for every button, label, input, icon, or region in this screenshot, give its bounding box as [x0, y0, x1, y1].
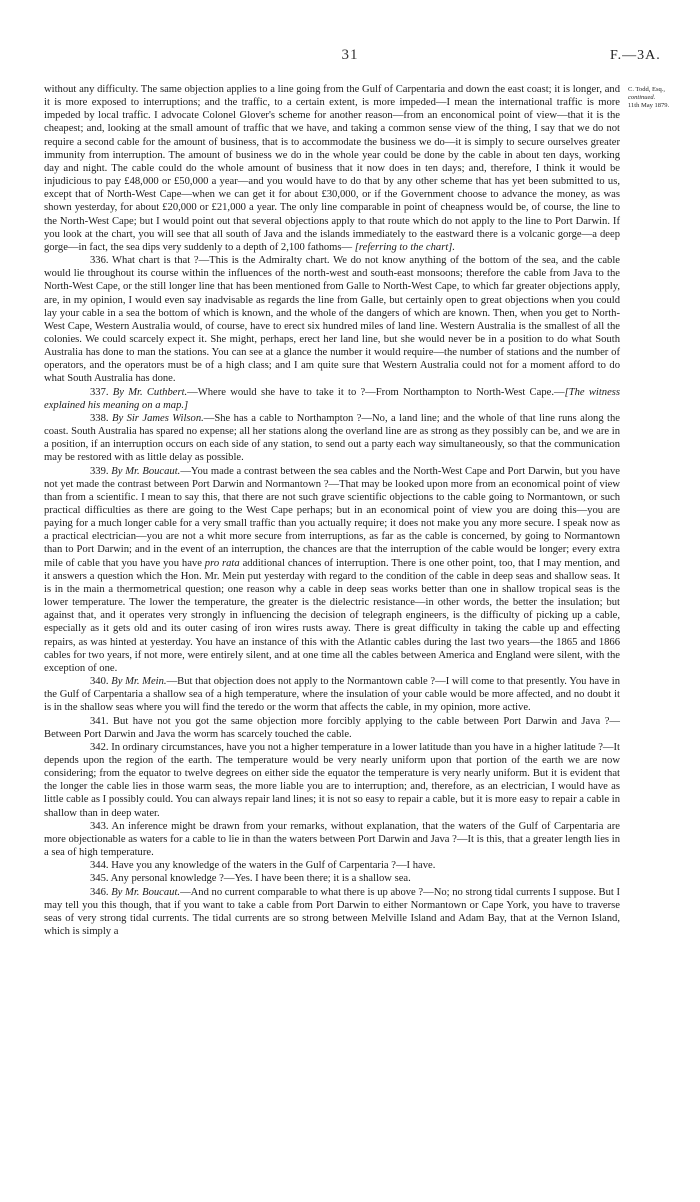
paragraph: 337. By Mr. Cuthbert.—Where would she have to take it to ?—From Northampton to North-West Cape.—[The witness explained his meaning on a map.] [44, 386, 621, 411]
speaker: By Mr. Boucaut. [111, 886, 181, 898]
speaker: By Mr. Mein. [111, 676, 167, 688]
speaker: By Mr. Boucaut. [111, 465, 181, 477]
paragraph: without any difficulty. The same objection applies to a line going from the Gulf of Carpentaria and down the east coast; it is longer, and it is more exposed to interruptions; and the traffic, to a certain extent, is more impeded—I mean the international traffic is more impeded by local traffic. I advocate Colonel Glover's scheme for another reason—from an enconomical point of view—that it is the cheapest; and, looking at the small amount of traffic that we have, and taking a common sense view of the thing, I say that we do not require a second cable for the amount of business, that is to accommodate the business we do—it is simply to secure ourselves greater immunity from interruption. The amount of business we do in the whole year could be done by the cable in about ten days, working day and night. The cable could do the whole amount of business that it now does in ten days; and, therefore, I think it would be injudicious to pay £48,000 or £50,000 a year—and you would have to do that by any other scheme that has yet been submitted to us, except that of North-West Cape—when we can get it for about £30,000, or if the Government choose to advance the money, as was shown yesterday, for about £20,000 or £21,000 a year. The only line comparable in point of cheapness would be, of course, the line to the North-West Cape; but I would point out that several objections apply to that route which do not apply to the line to Port Darwin. If you look at the chart, you will see that all south of Java and the islands immediately to the eastward there is a volcanic gorge—a deep gorge—in fact, the sea dips very suddenly to a depth of 2,100 fathoms— [referring to the chart]. [44, 84, 620, 253]
paragraph: 336. What chart is that ?—This is the Admiralty chart. We do not know anything of the bottom of the sea, and the cable would lie throughout its course within the influences of the north-west and south-east monsoons; therefore the cable from Java to the North-West Cape, or the still longer line that has been mentioned from Galle to North-West Cape, to which far greater objections apply, are, in my opinion, I would even say inadvisable as regards the line from Galle, but certainly open to great objections when you could lay your cable in a sea the bottom of which is known, and the whole of the dangers of which are known. Then, when you get to North-West Cape, Western Australia would, of course, have to erect six hundred miles of land line. Western Australia is the smallest of all the colonies. We could scarcely expect it. She might, perhaps, erect her land line, but she would never be in a position to do what South Australia has done to man the stations. You can see at a glance the number it would require—the number of stations and the number of operators, and the operators must be of a high class; and I am quite sure that Western Australia could not for a moment afford to do what South Australia has done. [44, 255, 620, 385]
speaker: By Sir James Wilson. [111, 412, 204, 424]
margin-note-name: C. Todd, Esq., [628, 86, 665, 93]
paragraph: 338. By Sir James Wilson.—She has a cable to Northampton ?—No, a land line; and the whole of that line runs along the coast. South Australia has spared no expense; all her stations along the overland line are as strong as they possibly can be, and we are in a position, if an interruption occurs on each side of any station, to send out a party each way simultaneously, so that the communication may be restored with as little delay as possible. [44, 412, 620, 464]
speaker: By Mr. Cuthbert. [112, 386, 188, 398]
paragraph: 342. In ordinary circumstances, have you not a higher temperature in a lower latitude than you have in a higher latitude ?—It depends upon the region of the earth. The temperature would be very nearly uniform upon that portion of the earth we are now considering; from the equator to twelve degrees on either side the equator the temperature is very nearly uniform. But it is evident that the longer the cable lies in those warm seas, the more liable you are to interruption; and, therefore, as an electrician, I would have as little cable as I possibly could. You can always repair land lines; it is not so easy to repair a cable, but it is more easy to repair a cable in shallow than in deep water. [44, 741, 620, 819]
document-reference: F.—3A. [610, 48, 661, 63]
paragraph: 339. By Mr. Boucaut.—You made a contrast between the sea cables and the North-West Cape and Port Darwin, but you have not yet made the contrast between Port Darwin and Normantown ?—That may be looked upon more from an economical point of view than from a scientific. I mean to say this, that there are not such grave scientific objections to the cable going to Normantown, or such practical difficulties as there are going to the West Cape perhaps; but in an economical point of view you are doing this—you are paying for a much longer cable for a very small traffic than you actually require; it does not make you any more secure. I speak now as a practical electrician—you are not a whit more secure from interruptions, as far as the cable is concerned, by going to Normantown than to Port Darwin; and in the event of an interruption, the chances are that the interruption of the cable would be longer; every extra mile of cable that you have you have pro rata additional chances of interruption. There is one other point, too, that I may mention, and it answers a question which the Hon. Mr. Mein put yesterday with regard to the condition of the cable in deep seas and shallow seas. It is in the main a thermometrical question; one reason why a cable in deep seas works better than one in shallow tropical seas is the lower temperature. The lower the temperature, the greater is the dielectric resistance—in other words, the better the insulation; but against that, and it operates very strongly in influencing the decision of telegraph engineers, is the difficulty of picking up a cable, especially as it gets old and its outer casing of iron wires rusts away. There is great difficulty in taking the cable up and effecting repairs, as was hinted at yesterday. You have an instance of this with the Atlantic cables during the last two years—the 1865 and 1866 cables for two years, if not more, were entirely silent, and at one time all the cables between America and England were silent, with the exception of one. [44, 465, 621, 674]
paragraph: 346. By Mr. Boucaut.—And no current comparable to what there is up above ?—No; no strong tidal currents I suppose. But I may tell you this though, that if you want to take a cable from Port Darwin to either Normantown or Cape York, you have to traverse seas of very strong tidal currents. The tidal currents are so strong between Melville Island and Adam Bay, that at the Vernon Island, which is simply a [44, 886, 621, 937]
paragraph: 344. Have you any knowledge of the waters in the Gulf of Carpentaria ?—I have. [90, 860, 436, 872]
page-number: 31 [341, 47, 359, 63]
paragraph: 343. An inference might be drawn from your remarks, without explanation, that the waters of the Gulf of Carpentaria are more objectionable as waters for a cable to lie in than the waters between Port Darwin and Java ?—It is this, that a greater length lies in a sea of high temperature. [44, 820, 620, 859]
body-text [44, 83, 620, 938]
paragraph: 341. But have not you got the same objection more forcibly applying to the cable between Port Darwin and Java ?—Between Port Darwin and Java the worm has scarcely touched the cable. [44, 715, 620, 740]
margin-note-date: 11th May 1879. [628, 102, 670, 109]
paragraph: 345. Any personal knowledge ?—Yes. I have been there; it is a shallow sea. [90, 873, 411, 885]
margin-note [628, 86, 698, 110]
paragraph: 340. By Mr. Mein.—But that objection does not apply to the Normantown cable ?—I will come to that presently. You have in the Gulf of Carpentaria a shallow sea of a high temperature, where the insulation of your cable would be more affected, and no doubt it is in the shallow seas where you will find the teredo or the worm that affects the cable, in my opinion, more active. [44, 676, 620, 714]
margin-note-status: continued. [628, 94, 656, 101]
